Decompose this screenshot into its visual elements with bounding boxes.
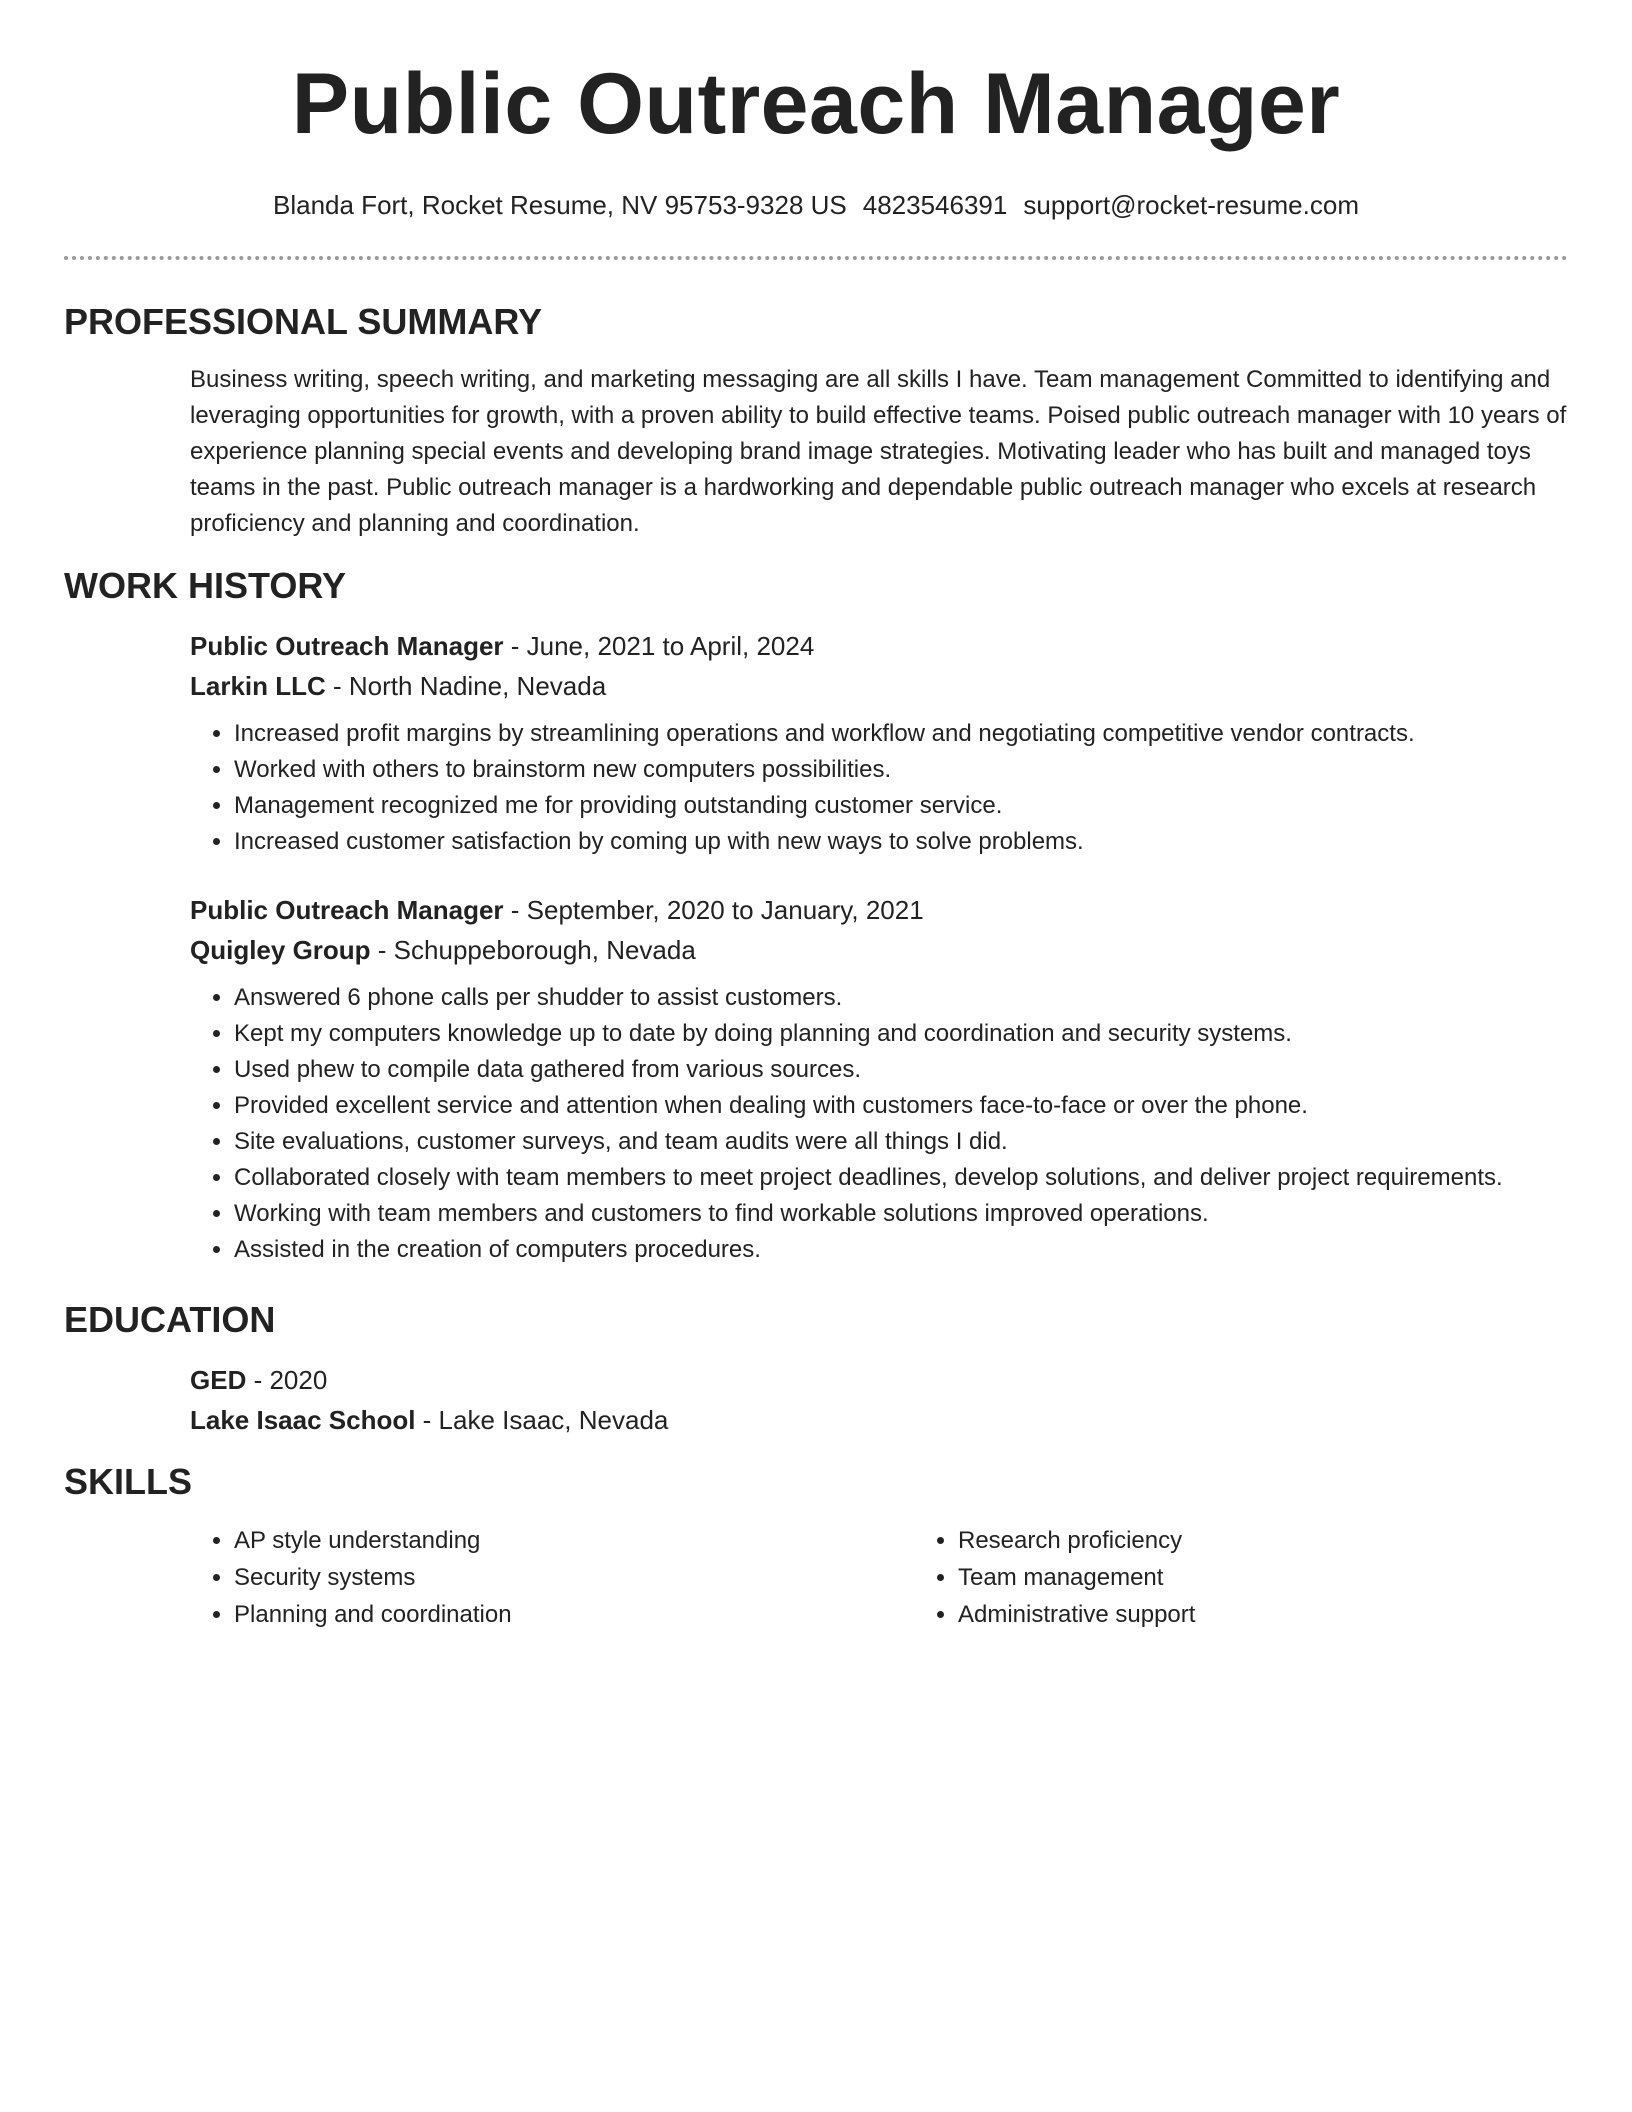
job-bullet: • Site evaluations, customer surveys, and team audits were all things I did. <box>234 1124 1568 1160</box>
job-role: Public Outreach Manager <box>190 895 504 925</box>
summary-text: Business writing, speech writing, and marketing messaging are all skills I have. Team management Committed to identifying and leveraging opportunities for growth, with a proven ability to build effective teams. Poised public outreach manager with 10 years of experience planning special events and developing brand image strategies. Motivating leader who has built and managed toys teams in the past. Public outreach manager is a hardworking and dependable public outreach manager who excels at research proficiency and planning and coordination. <box>190 366 1567 537</box>
education-year: - 2020 <box>246 1365 328 1395</box>
job-bullet: • Collaborated closely with team members to meet project deadlines, develop solutions, and deliver project requirements. <box>234 1160 1568 1196</box>
education-school: Lake Isaac School <box>190 1405 416 1435</box>
job-bullet: • Used phew to compile data gathered from various sources. <box>234 1052 1568 1088</box>
job-bullet: • Answered 6 phone calls per shudder to assist customers. <box>234 980 1568 1016</box>
summary-body <box>64 362 1568 542</box>
skills-list-right <box>914 1522 1632 1633</box>
education-location: - Lake Isaac, Nevada <box>415 1405 669 1435</box>
section-title-education: EDUCATION <box>64 1299 276 1340</box>
job-location: - Schuppeborough, Nevada <box>370 935 696 965</box>
contact-line <box>64 188 1568 222</box>
skill-item: • Security systems <box>234 1559 914 1596</box>
skills-body <box>64 1522 1568 1633</box>
education-section <box>64 1298 1568 1440</box>
job-role: Public Outreach Manager <box>190 631 504 661</box>
job-entry <box>190 626 1568 860</box>
skill-item: • Planning and coordination <box>234 1596 914 1633</box>
job-title-line <box>190 626 1568 666</box>
job-bullet: • Worked with others to brainstorm new computers possibilities. <box>234 752 1568 788</box>
education-body <box>64 1360 1568 1440</box>
section-title-skills: SKILLS <box>64 1461 193 1502</box>
contact-phone: 4823546391 <box>862 190 1008 220</box>
education-degree-line <box>190 1360 1568 1400</box>
contact-address: Blanda Fort, Rocket Resume, NV 95753-9328 US <box>273 190 847 220</box>
summary-section <box>64 300 1568 542</box>
job-dates: - June, 2021 to April, 2024 <box>503 631 815 661</box>
job-bullet: • Assisted in the creation of computers procedures. <box>234 1232 1568 1268</box>
job-bullet: • Provided excellent service and attention when dealing with customers face-to-face or over the phone. <box>234 1088 1568 1124</box>
job-bullets <box>190 980 1568 1268</box>
section-title-work-history: WORK HISTORY <box>64 565 347 606</box>
education-degree: GED <box>190 1365 247 1395</box>
job-company-line <box>190 666 1568 706</box>
resume-header <box>64 0 1568 222</box>
education-school-line <box>190 1400 1568 1440</box>
job-bullet: • Kept my computers knowledge up to date by doing planning and coordination and security systems. <box>234 1016 1568 1052</box>
work-history-section <box>64 564 1568 1268</box>
work-history-body <box>64 626 1568 1268</box>
job-company: Larkin LLC <box>190 671 326 701</box>
job-company-line <box>190 930 1568 970</box>
job-bullets <box>190 716 1568 860</box>
skill-item: • Research proficiency <box>958 1522 1632 1559</box>
job-entry <box>190 890 1568 1268</box>
contact-email: support@rocket-resume.com <box>1023 190 1359 220</box>
skills-section <box>64 1460 1568 1633</box>
candidate-name: Public Outreach Manager <box>291 56 1341 152</box>
skill-item: • Administrative support <box>958 1596 1632 1633</box>
job-bullet: • Management recognized me for providing outstanding customer service. <box>234 788 1568 824</box>
job-bullet: • Increased profit margins by streamlining operations and workflow and negotiating competitive vendor contracts. <box>234 716 1568 752</box>
job-company: Quigley Group <box>190 935 371 965</box>
header-divider <box>64 256 1568 260</box>
skills-list-left <box>190 1522 914 1633</box>
section-title-summary: PROFESSIONAL SUMMARY <box>64 301 543 342</box>
job-bullet: • Working with team members and customers to find workable solutions improved operations. <box>234 1196 1568 1232</box>
job-bullet: • Increased customer satisfaction by coming up with new ways to solve problems. <box>234 824 1568 860</box>
job-title-line <box>190 890 1568 930</box>
job-location: - North Nadine, Nevada <box>325 671 607 701</box>
skill-item: • Team management <box>958 1559 1632 1596</box>
job-dates: - September, 2020 to January, 2021 <box>503 895 924 925</box>
skill-item: • AP style understanding <box>234 1522 914 1559</box>
